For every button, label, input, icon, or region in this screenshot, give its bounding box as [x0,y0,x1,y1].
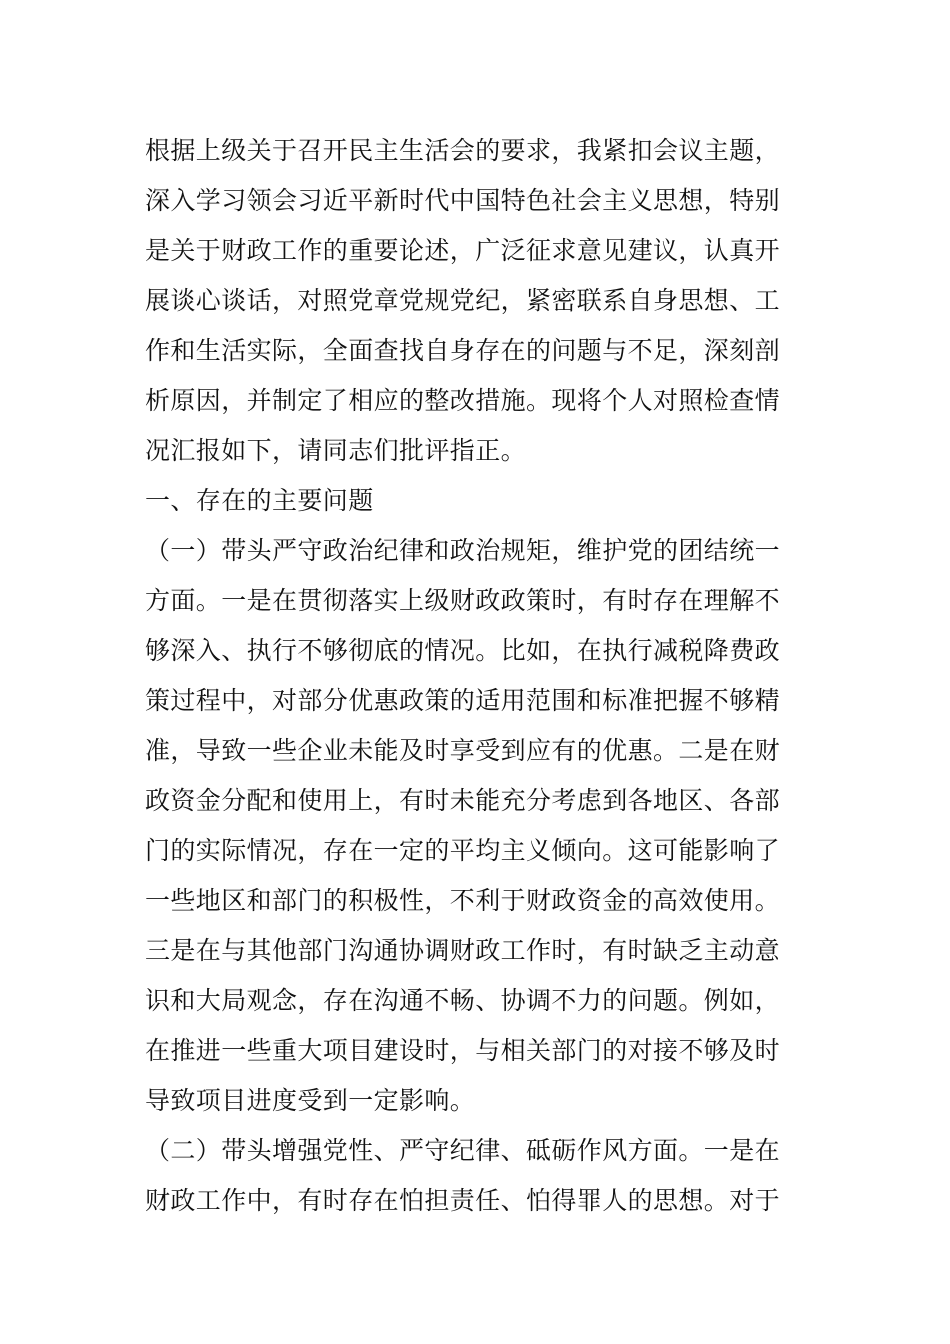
paragraph-line: 深入学习领会习近平新时代中国特色社会主义思想，特别 [145,186,781,215]
document-body [145,126,815,1226]
paragraph-line: 根据上级关于召开民主生活会的要求，我紧扣会议主题， [145,136,781,165]
paragraph-line: 展谈心谈话，对照党章党规党纪，紧密联系自身思想、工 [145,286,781,315]
paragraph-line: 方面。一是在贯彻落实上级财政政策时，有时存在理解不 [145,586,781,615]
paragraph-line: 析原因，并制定了相应的整改措施。现将个人对照检查情 [145,386,781,415]
paragraph-line: 在推进一些重大项目建设时，与相关部门的对接不够及时 [145,1036,781,1065]
paragraph-line: 况汇报如下，请同志们批评指正。 [145,436,527,465]
paragraph-line: 准，导致一些企业未能及时享受到应有的优惠。二是在财 [145,736,781,765]
paragraph-line: 门的实际情况，存在一定的平均主义倾向。这可能影响了 [145,836,781,865]
paragraph-line: 策过程中，对部分优惠政策的适用范围和标准把握不够精 [145,686,781,715]
paragraph-line: 够深入、执行不够彻底的情况。比如，在执行减税降费政 [145,636,781,665]
paragraph-line: 财政工作中，有时存在怕担责任、怕得罪人的思想。对于 [145,1186,781,1215]
paragraph-line: 导致项目进度受到一定影响。 [145,1086,476,1115]
paragraph-line: （一）带头严守政治纪律和政治规矩，维护党的团结统一 [145,536,781,565]
paragraph-line: 三是在与其他部门沟通协调财政工作时，有时缺乏主动意 [145,936,781,965]
paragraph-line: 识和大局观念，存在沟通不畅、协调不力的问题。例如， [145,986,781,1015]
paragraph-line: 作和生活实际，全面查找自身存在的问题与不足，深刻剖 [145,336,781,365]
paragraph-line: 政资金分配和使用上，有时未能充分考虑到各地区、各部 [145,786,781,815]
paragraph-line: （二）带头增强党性、严守纪律、砥砺作风方面。一是在 [145,1136,781,1165]
paragraph-line: 是关于财政工作的重要论述，广泛征求意见建议，认真开 [145,236,781,265]
paragraph-line: 一些地区和部门的积极性，不利于财政资金的高效使用。 [145,886,781,915]
section-heading: 一、存在的主要问题 [145,486,374,515]
